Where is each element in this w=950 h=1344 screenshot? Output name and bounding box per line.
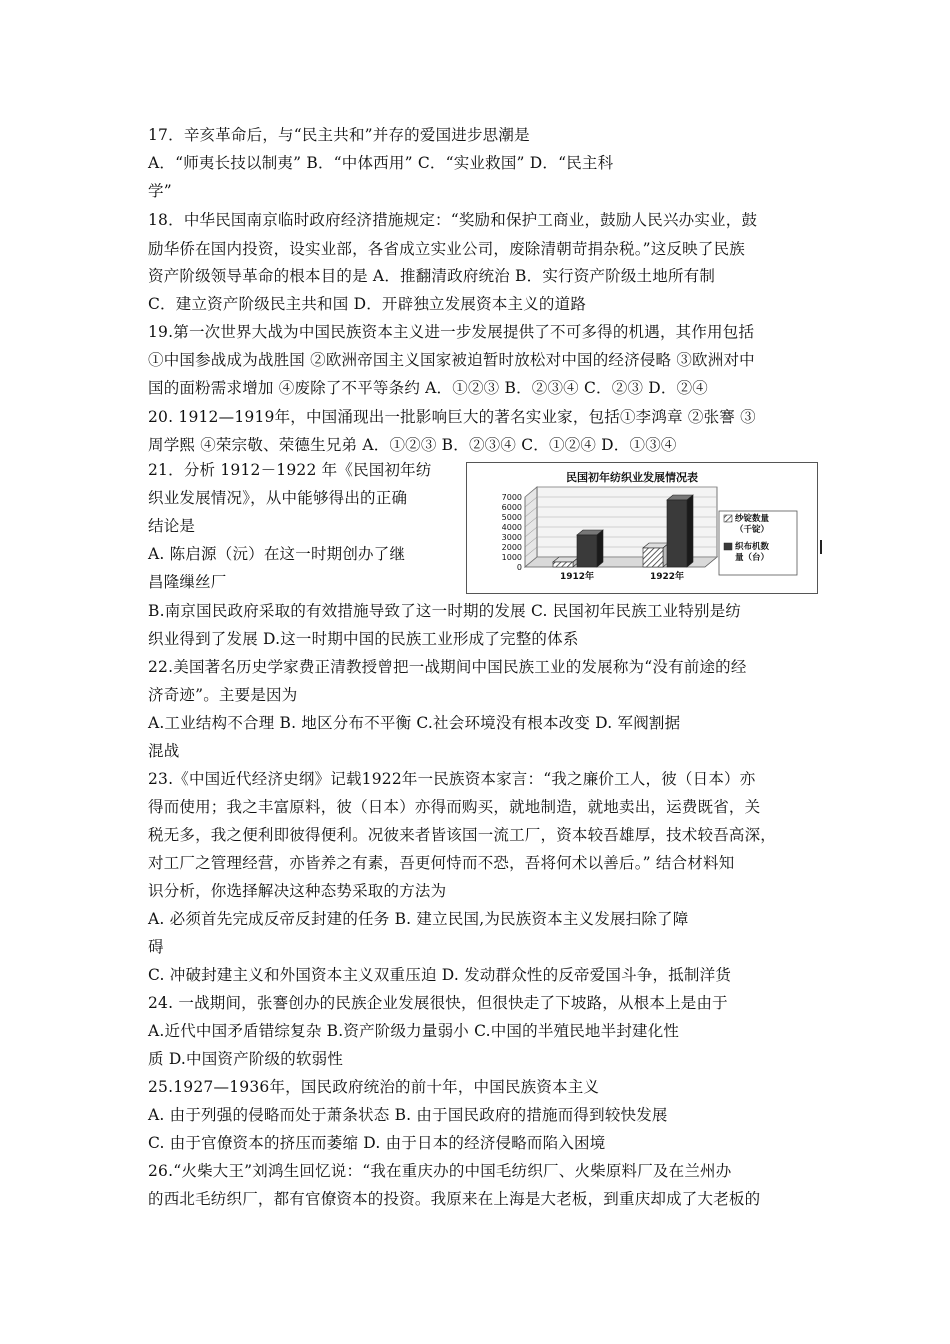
y-tick-label: 4000 [501, 523, 522, 532]
text-line: A.近代中国矛盾错综复杂 B.资产阶级力量弱小 C.中国的半殖民地半封建化性 [148, 1022, 680, 1040]
text-line: 昌隆缫丝厂 [148, 573, 227, 591]
text-line: A. 由于列强的侵略而处于萧条状态 B. 由于国民政府的措施而得到较快发展 [148, 1106, 668, 1124]
bar [667, 500, 687, 567]
bar [553, 562, 573, 567]
text-line: 周学熙 ④荣宗敬、荣德生兄弟 A．①②③ B．②③④ C．①②④ D．①③④ [148, 436, 677, 454]
x-tick-label: 1922年 [649, 572, 685, 582]
text-line: 19.第一次世界大战为中国民族资本主义进一步发展提供了不可多得的机遇，其作用包括 [148, 323, 755, 341]
bar-side [597, 530, 603, 567]
text-line: A. 必须首先完成反帝反封建的任务 B. 建立民国,为民族资本主义发展扫除了障 [148, 910, 689, 928]
text-line: 23.《中国近代经济史纲》记载1922年一民族资本家言：“我之廉价工人，彼（日本）亦 [148, 770, 756, 788]
text-line: 24. 一战期间，张謇创办的民族企业发展很快，但很快走了下坡路，从根本上是由于 [148, 994, 728, 1012]
bar [577, 535, 597, 567]
y-tick-label: 0 [516, 563, 522, 572]
text-line: 18．中华民国南京临时政府经济措施规定：“奖励和保护工商业，鼓励人民兴办实业，鼓 [148, 211, 758, 229]
legend-label: 织布机数 [735, 542, 770, 552]
legend-swatch [724, 543, 732, 550]
text-line: 得而使用；我之丰富原料，彼（日本）亦得而购买，就地制造，就地卖出，运费既省，关 [148, 798, 761, 816]
legend-label: （千锭） [735, 525, 770, 535]
text-line: ①中国参战成为战胜国 ②欧洲帝国主义国家被迫暂时放松对中国的经济侵略 ③欧洲对中 [148, 351, 755, 369]
text-line: 识分析，你选择解决这种态势采取的方法为 [148, 882, 447, 900]
text-line: 国的面粉需求增加 ④废除了不平等条约 A．①②③ B．②③④ C．②③ D．②④ [148, 379, 709, 397]
text-line: 对工厂之管理经营，亦皆养之有素，吾更何恃而不恐，吾将何术以善后。” 结合材料知 [148, 854, 735, 872]
text-line: 21．分析 1912－1922 年《民国初年纺 [148, 461, 432, 479]
legend-label: 纱锭数量 [735, 514, 770, 524]
bar-side [687, 495, 693, 567]
y-tick-label: 5000 [501, 513, 522, 522]
text-line: 20. 1912—1919年，中国涌现出一批影响巨大的著名实业家，包括①李鸿章 ②张謇 ③ [148, 408, 756, 426]
text-line: 质 D.中国资产阶级的软弱性 [148, 1050, 344, 1068]
text-line: C. 冲破封建主义和外国资本主义双重压迫 D. 发动群众性的反帝爱国斗争，抵制洋货 [148, 966, 732, 984]
text-line: 学” [148, 182, 172, 200]
text-line: C．建立资产阶级民主共和国 D．开辟独立发展资本主义的道路 [148, 295, 587, 313]
text-line: A. 陈启源（沅）在这一时期创办了继 [148, 545, 406, 563]
x-tick-label: 1912年 [559, 572, 595, 582]
text-line: A．“师夷长技以制夷” B．“中体西用” C．“实业救国” D．“民主科 [148, 154, 614, 172]
text-line: 17．辛亥革命后，与“民主共和”并存的爱国进步思潮是 [148, 126, 530, 144]
text-line: 税无多，我之便利即彼得便利。况彼来者皆该国一流工厂，资本较吾雄厚，技术较吾高深， [148, 826, 777, 844]
text-line: 26.“火柴大王”刘鸿生回忆说：“我在重庆办的中国毛纺织厂、火柴原料厂及在兰州办 [148, 1162, 732, 1180]
text-line: 织业得到了发展 D.这一时期中国的民族工业形成了完整的体系 [148, 630, 579, 648]
text-line: 混战 [148, 742, 180, 760]
text-line: 织业发展情况》，从中能够得出的正确 [148, 489, 408, 507]
y-tick-label: 7000 [501, 493, 522, 502]
textile-chart [466, 462, 818, 594]
text-line: 碍 [148, 938, 164, 956]
text-line: 励华侨在国内投资，设实业部，各省成立实业公司，废除清朝苛捐杂税。”这反映了民族 [148, 240, 745, 258]
legend-label: 量（台） [735, 553, 770, 563]
legend-swatch [724, 515, 732, 522]
y-tick-label: 6000 [501, 503, 522, 512]
bar [643, 548, 663, 567]
text-line: 结论是 [148, 517, 196, 535]
text-line: A.工业结构不合理 B. 地区分布不平衡 C.社会环境没有根本改变 D. 军阀割据 [148, 714, 681, 732]
text-line: 的西北毛纺织厂，都有官僚资本的投资。我原来在上海是大老板，到重庆却成了大老板的 [148, 1190, 761, 1208]
chart-side-wall [525, 487, 537, 567]
text-line: 济奇迹”。主要是因为 [148, 686, 298, 704]
text-line: 25.1927—1936年，国民政府统治的前十年，中国民族资本主义 [148, 1078, 600, 1096]
y-tick-label: 2000 [501, 543, 522, 552]
text-line: 22.美国著名历史学家费正清教授曾把一战期间中国民族工业的发展称为“没有前途的经 [148, 658, 747, 676]
scan-mark [820, 540, 822, 554]
text-line: 资产阶级领导革命的根本目的是 A．推翻清政府统治 B．实行资产阶级土地所有制 [148, 267, 716, 285]
y-tick-label: 1000 [501, 553, 522, 562]
y-tick-label: 3000 [501, 533, 522, 542]
text-line: C. 由于官僚资本的挤压而萎缩 D. 由于日本的经济侵略而陷入困境 [148, 1134, 606, 1152]
chart-title: 民国初年纺织业发展情况表 [566, 471, 698, 484]
text-line: B.南京国民政府采取的有效措施导致了这一时期的发展 C. 民国初年民族工业特别是纺 [148, 602, 742, 620]
